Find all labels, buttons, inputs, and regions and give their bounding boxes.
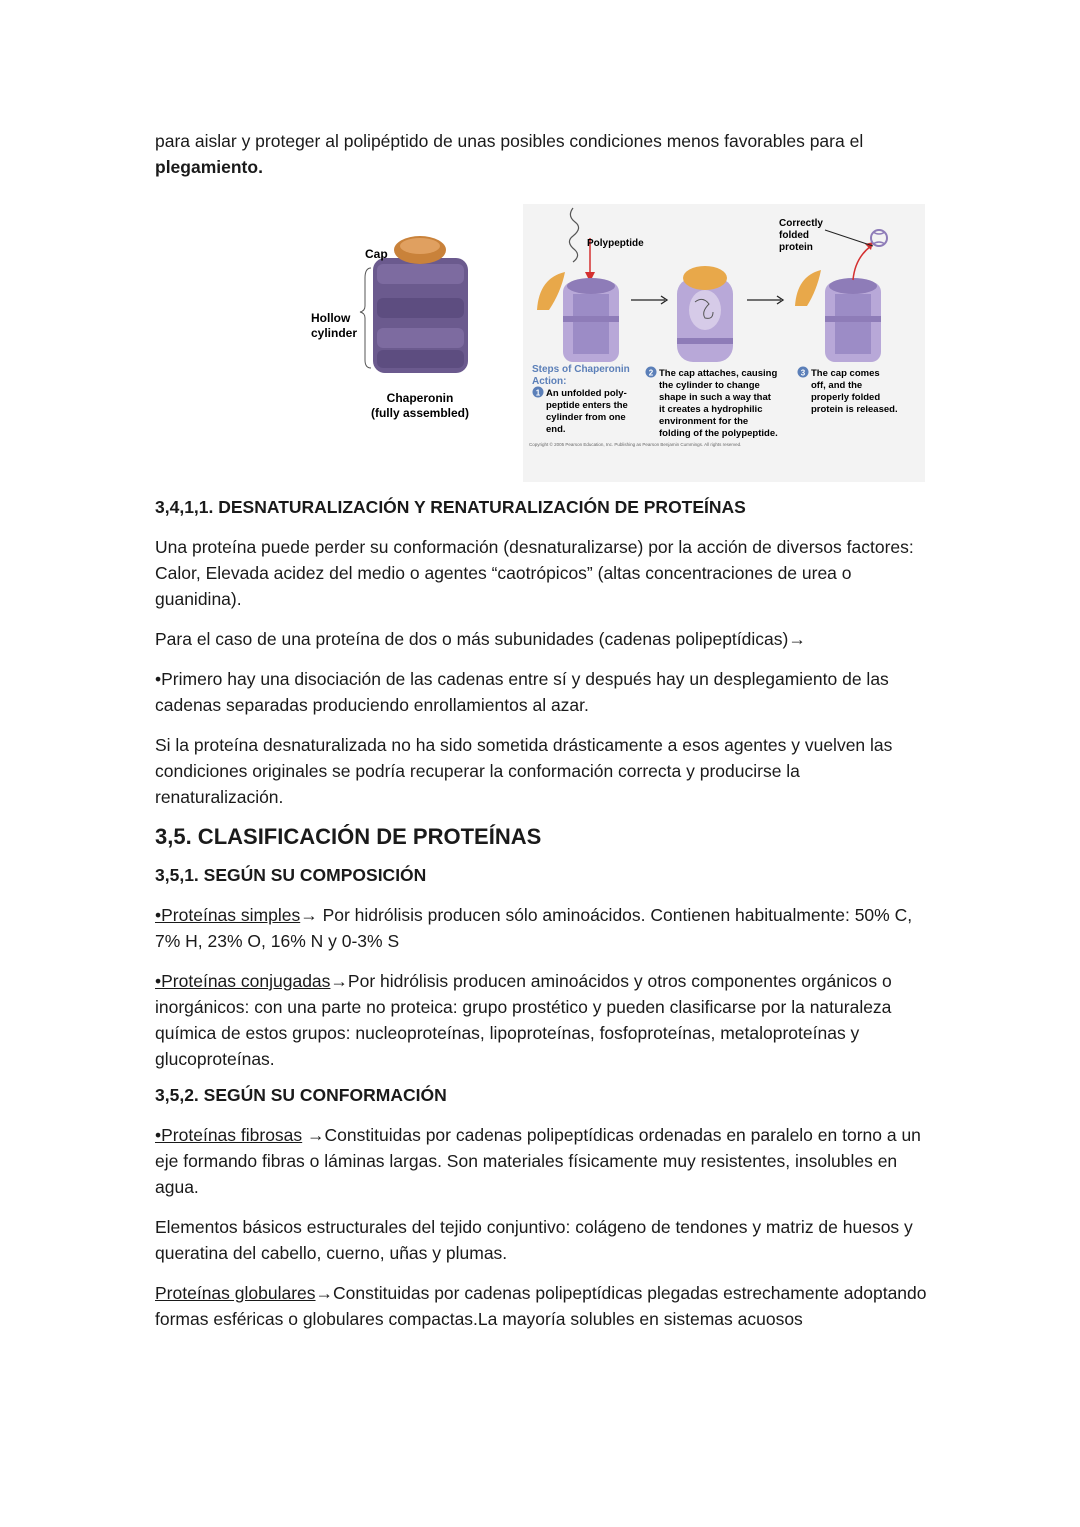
term-simple-proteins: •Proteínas simples <box>155 905 301 925</box>
section-heading-3411: 3,4,1,1. DESNATURALIZACIÓN Y RENATURALIZACIÓN DE PROTEÍNAS <box>155 497 746 517</box>
step3-line-3: properly folded <box>811 392 881 403</box>
cap-label: Cap <box>365 247 388 261</box>
step2-line-6: folding of the polypeptide. <box>659 428 778 439</box>
step3-line-2: off, and the <box>811 380 863 391</box>
step2-line-5: environment for the <box>659 416 749 427</box>
step1-line-1: An unfolded poly- <box>546 388 627 399</box>
intro-bold-word: plegamiento <box>155 157 259 177</box>
paragraph-fibrous-proteins <box>155 1122 930 1200</box>
polypeptide-label: Polypeptide <box>587 238 644 249</box>
step2-line-2: the cylinder to change <box>659 380 760 391</box>
figure-copyright: Copyright © 2005 Pearson Education, Inc. Publishing as Pearson Benjamin Cummings. All rights reserved. <box>529 442 742 447</box>
step2-illustration <box>677 266 733 362</box>
cylinder-brace <box>360 268 371 368</box>
paragraph-dissociation: •Primero hay una disociación de las cadenas entre sí y después hay un desplegamiento de las cadenas separadas produciendo enrollamientos al azar. <box>155 669 889 715</box>
step3-number: 3 <box>800 368 806 378</box>
steps-title-2: Action: <box>532 376 567 387</box>
chaperonin-diagram <box>155 198 930 488</box>
intro-text: para aislar y proteger al polipéptido de unas posibles condiciones menos favorables para el <box>155 131 864 151</box>
step2-line-4: it creates a hydrophilic <box>659 404 763 415</box>
paragraph-globular-proteins <box>155 1280 930 1332</box>
fibrous-proteins-text: →Constituidas por cadenas polipeptídicas ordenadas en paralelo en torno a un eje formando fibras o láminas largas. Son materiales físicamente muy resistentes, insolubles en agua. <box>155 1125 921 1197</box>
correct-label-2: folded <box>779 230 809 241</box>
step1-line-2: peptide enters the <box>546 400 628 411</box>
paragraph-renaturation: Si la proteína desnaturalizada no ha sido sometida drásticamente a esos agentes y vuelven las condiciones originales se podría recuperar la conformación correcta y producirse la renaturalización. <box>155 735 893 807</box>
chaperonin-label-1: Chaperonin <box>386 391 454 405</box>
term-fibrous-proteins: •Proteínas fibrosas <box>155 1125 303 1145</box>
term-globular-proteins: Proteínas globulares <box>155 1283 316 1303</box>
term-conjugated-proteins: •Proteínas conjugadas <box>155 971 331 991</box>
subsection-heading-351: 3,5,1. SEGÚN SU COMPOSICIÓN <box>155 865 427 885</box>
paragraph-subunits: Para el caso de una proteína de dos o más subunidades (cadenas polipeptídicas)→ <box>155 629 806 649</box>
chaperonin-figure <box>155 198 930 488</box>
conjugated-proteins-text: →Por hidrólisis producen aminoácidos y otros componentes orgánicos o inorgánicos: con una parte no proteica: grupo prostético y pueden clasificarse por la naturaleza química de estos grupos: nucleoproteínas, lipoproteínas, fosfoproteínas, metaloproteínas y glucoproteínas. <box>155 971 892 1069</box>
paragraph-simple-proteins <box>155 902 930 954</box>
globular-proteins-text: →Constituidas por cadenas polipeptídicas plegadas estrechamente adoptando formas esféricas o globulares compactas.La mayoría solubles en sistemas acuosos <box>155 1283 927 1329</box>
intro-paragraph <box>155 128 930 180</box>
correct-label-1: Correctly <box>779 218 823 229</box>
section-heading-35: 3,5. CLASIFICACIÓN DE PROTEÍNAS <box>155 824 542 849</box>
step1-line-3: cylinder from one <box>546 412 626 423</box>
step2-line-1: The cap attaches, causing <box>659 368 778 379</box>
intro-end: . <box>258 157 263 177</box>
step2-line-3: shape in such a way that <box>659 392 771 403</box>
paragraph-structural-elements: Elementos básicos estructurales del tejido conjuntivo: colágeno de tendones y matriz de huesos y queratina del cabello, cuerno, uñas y plumas. <box>155 1217 913 1263</box>
document-page <box>155 128 930 1332</box>
hollow-label-1: Hollow <box>311 311 351 325</box>
correct-label-3: protein <box>779 242 813 253</box>
steps-title-1: Steps of Chaperonin <box>532 364 630 375</box>
simple-proteins-text: → Por hidrólisis producen sólo aminoácidos. Contienen habitualmente: 50% C, 7% H, 23% O, 16% N y 0-3% S <box>155 905 913 951</box>
paragraph-denaturation: Una proteína puede perder su conformación (desnaturalizarse) por la acción de diversos factores: Calor, Elevada acidez del medio o agentes “caotrópicos” (altas concentraciones de urea o guanidina). <box>155 537 914 609</box>
step1-number: 1 <box>535 388 541 398</box>
step2-number: 2 <box>648 368 654 378</box>
step3-line-4: protein is released. <box>811 404 898 415</box>
paragraph-conjugated-proteins <box>155 968 930 1072</box>
subsection-heading-352: 3,5,2. SEGÚN SU CONFORMACIÓN <box>155 1085 447 1105</box>
step1-line-4: end. <box>546 424 566 435</box>
hollow-label-2: cylinder <box>311 326 358 340</box>
step3-line-1: The cap comes <box>811 368 880 379</box>
chaperonin-label-2: (fully assembled) <box>370 406 470 420</box>
